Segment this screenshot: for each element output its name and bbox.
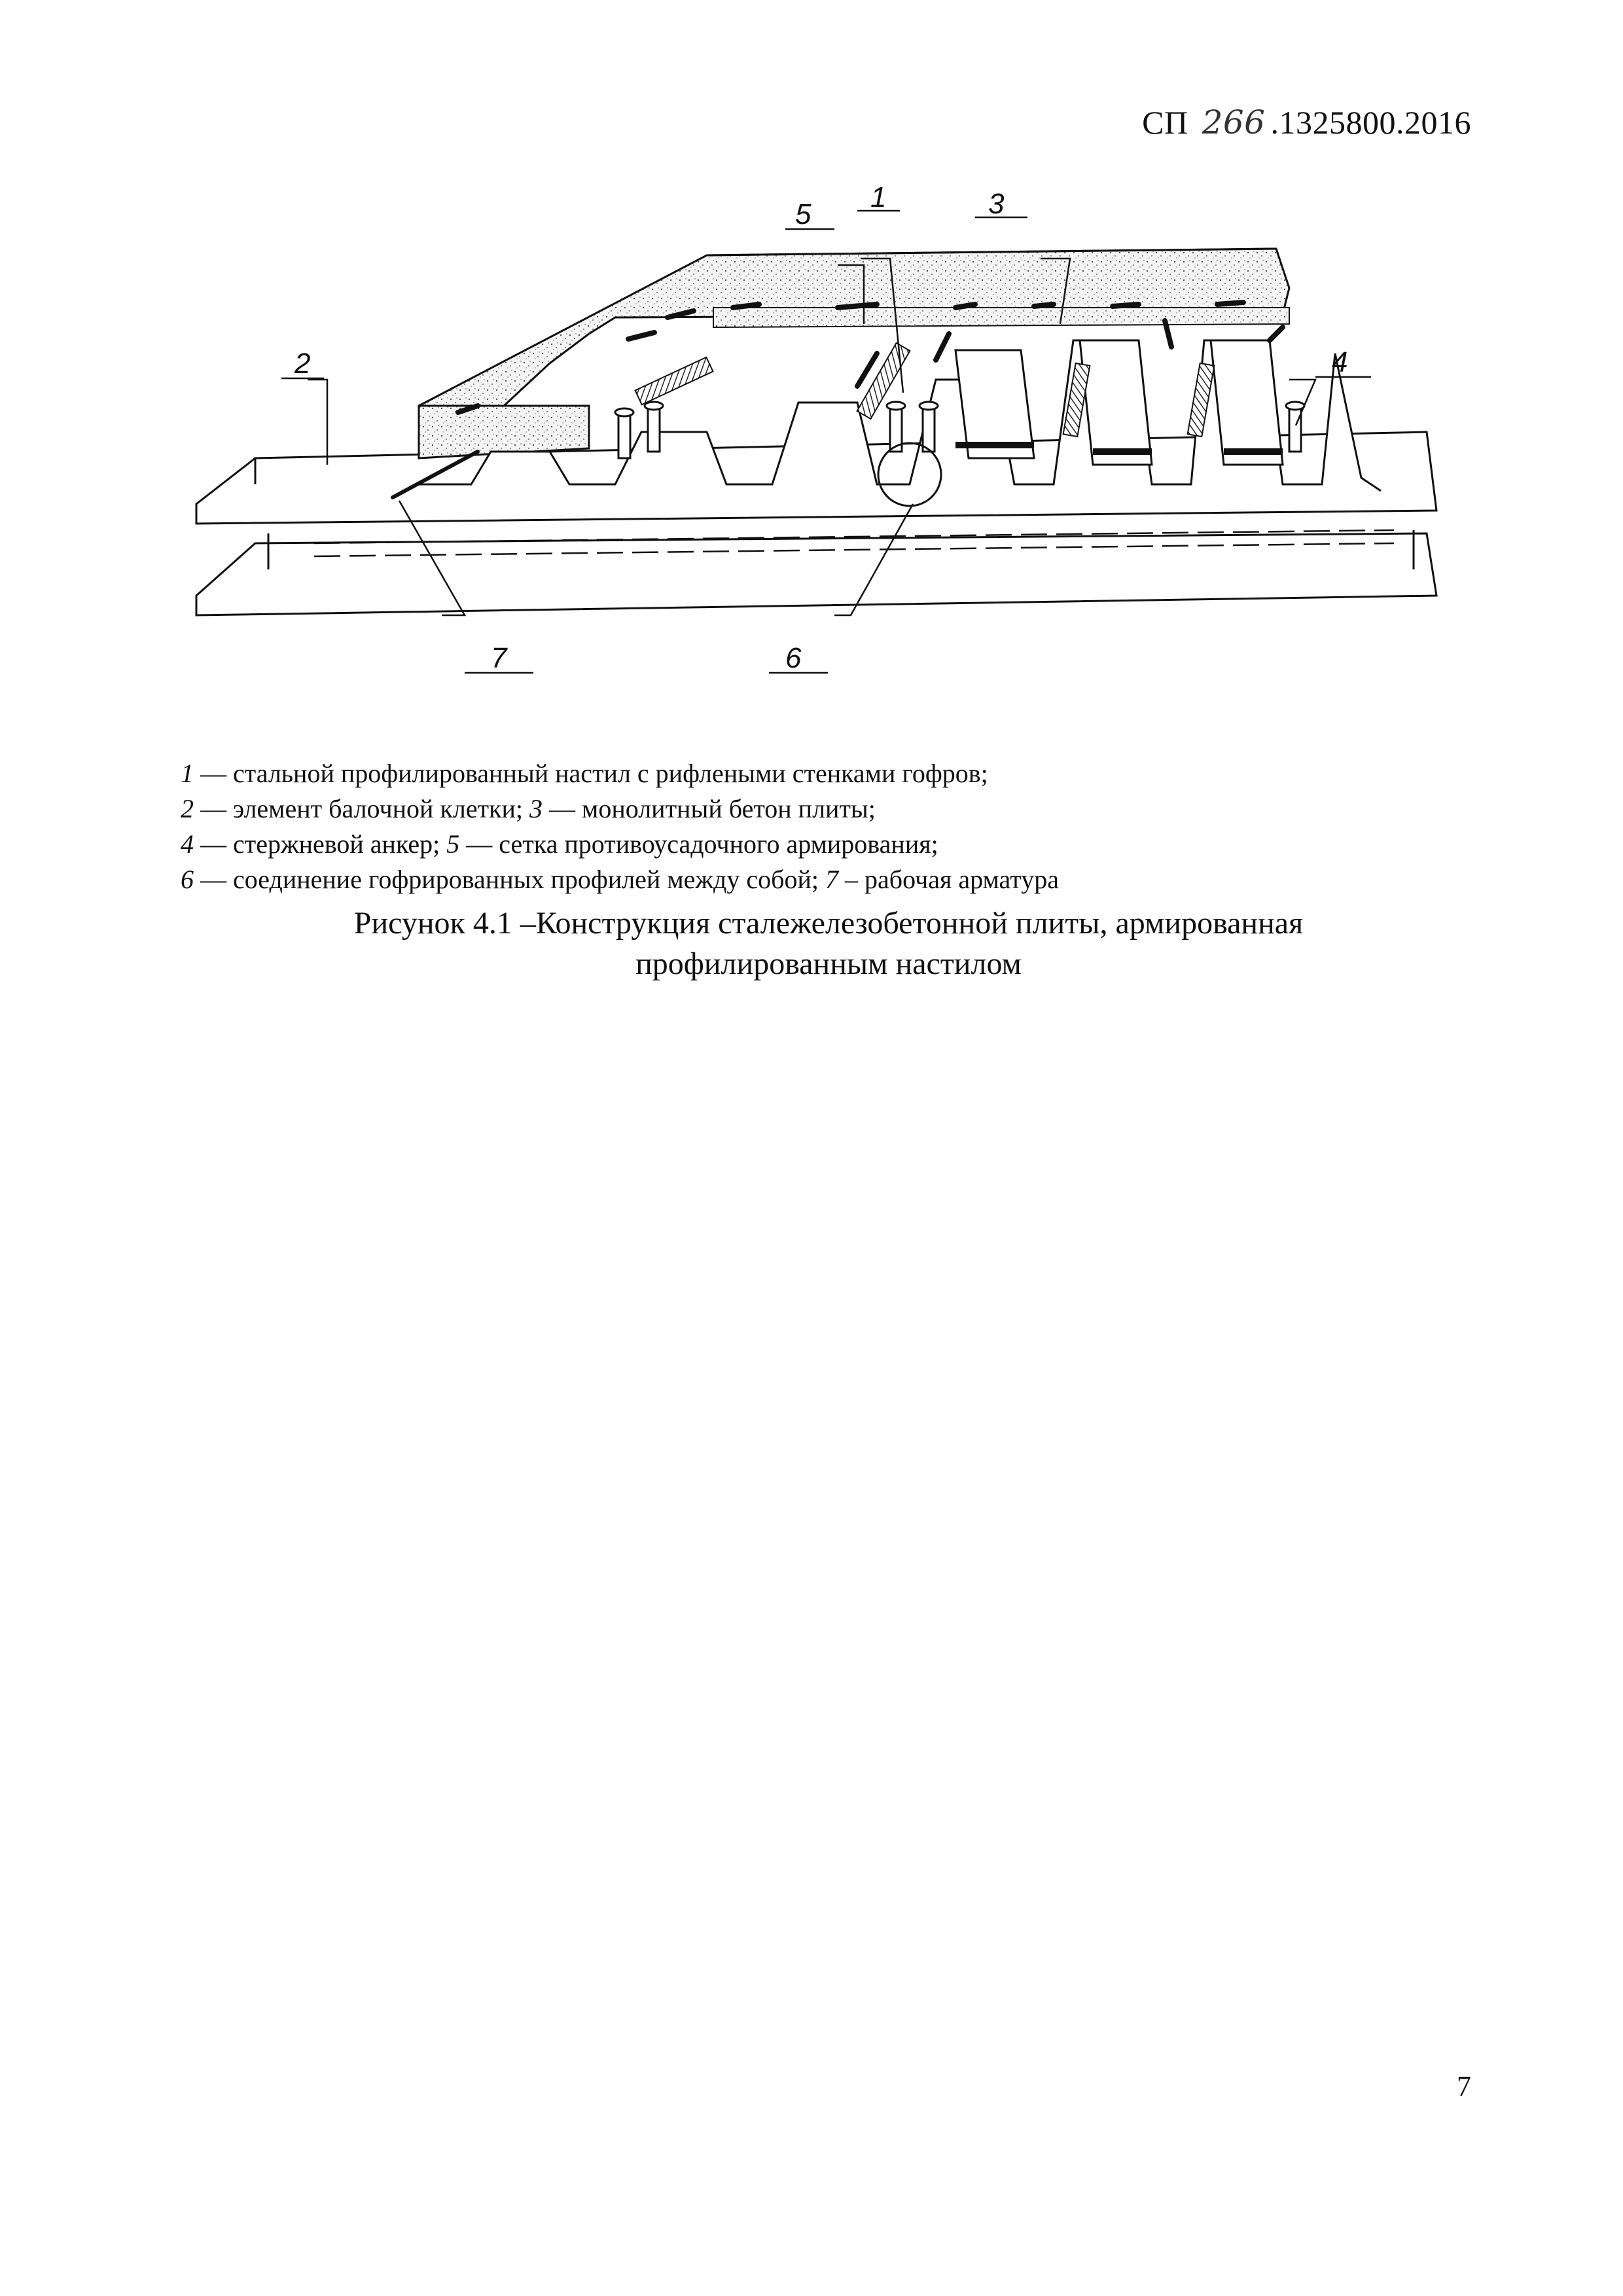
doc-code-suffix: .1325800.2016	[1270, 104, 1471, 141]
handwritten-number: 266	[1202, 103, 1266, 141]
legend-line-1: 1 — стальной профилированный настил с рифлеными стенками гофров;	[181, 759, 988, 788]
figure-caption	[181, 903, 1476, 984]
callout-3: 3	[988, 188, 1005, 220]
caption-line-2: профилированным настилом	[635, 946, 1022, 981]
page-number: 7	[1457, 2070, 1471, 2102]
figure-legend	[181, 756, 1476, 897]
legend-line-2: 2 — элемент балочной клетки; 3 — монолитный бетон плиты;	[181, 794, 876, 823]
doc-code-prefix: СП	[1142, 104, 1188, 141]
callout-6: 6	[785, 642, 802, 674]
callout-7: 7	[491, 642, 507, 674]
legend-line-3: 4 — стержневой анкер; 5 — сетка противоусадочного армирования;	[181, 829, 938, 859]
document-code	[1142, 103, 1471, 141]
slab-construction-figure	[183, 177, 1466, 687]
callout-2: 2	[294, 348, 311, 380]
caption-line-1: Рисунок 4.1 –Конструкция сталежелезобетонной плиты, армированная	[353, 906, 1304, 941]
legend-line-4: 6 — соединение гофрированных профилей между собой; 7 – рабочая арматура	[181, 865, 1059, 894]
callout-1: 1	[870, 181, 887, 213]
callout-5: 5	[795, 198, 812, 230]
callout-4: 4	[1332, 346, 1348, 378]
